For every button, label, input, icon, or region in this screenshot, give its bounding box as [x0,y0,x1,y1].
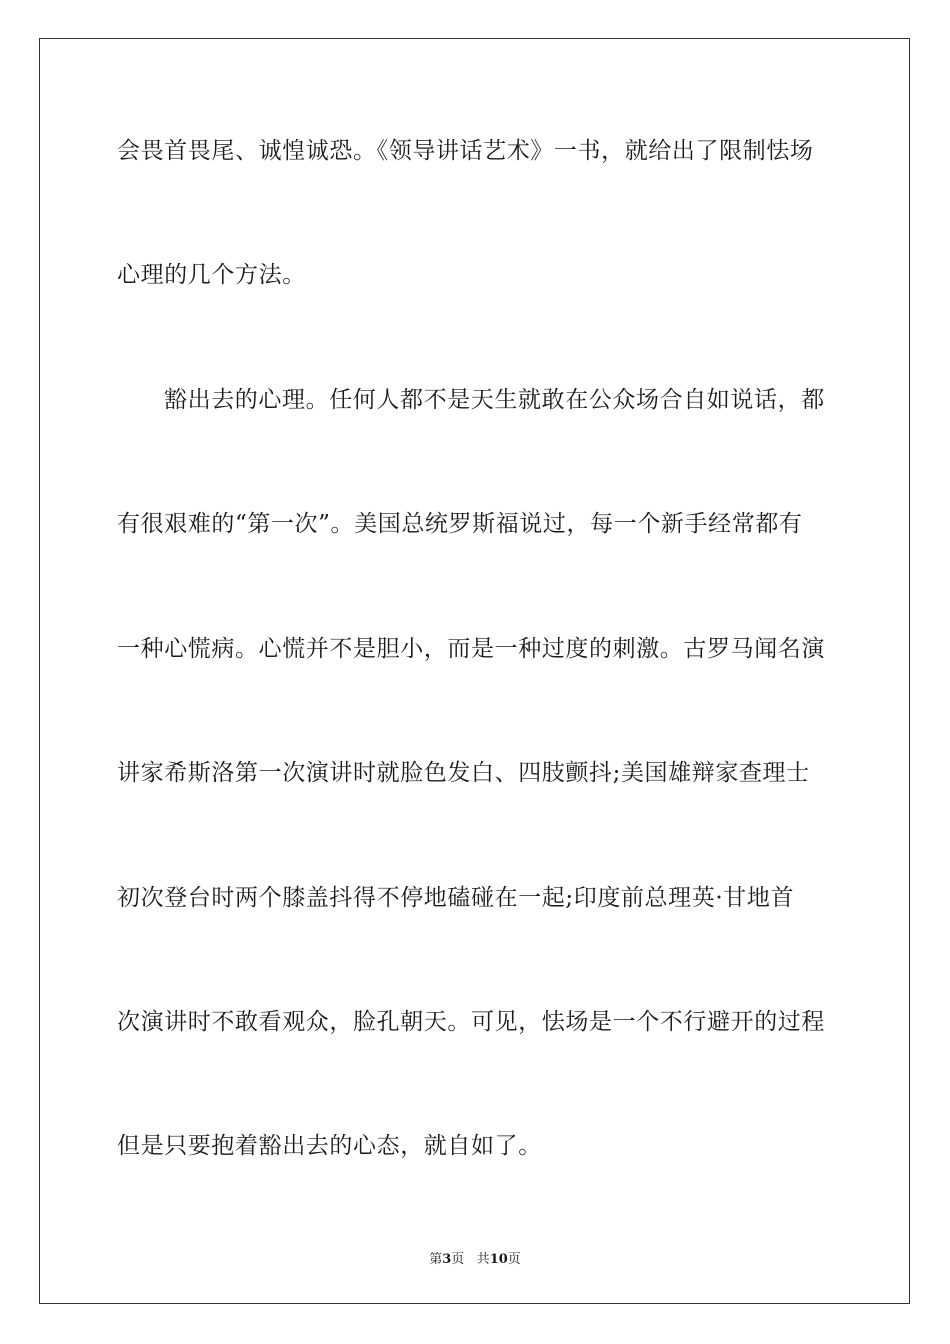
body-text-line: 初次登台时两个膝盖抖得不停地磕碰在一起;印度前总理英·甘地首 [117,885,795,911]
footer-page-prefix: 第 [429,1252,443,1267]
body-text-line: 心理的几个方法。 [117,262,306,288]
footer-total-prefix: 共 [476,1252,490,1267]
paragraph-start-line: 豁出去的心理。任何人都不是天生就敢在公众场合自如说话，都 [164,387,825,413]
body-text-line: 一种心慌病。心慌并不是胆小，而是一种过度的刺激。古罗马闻名演 [117,636,825,662]
body-text-line: 有很艰难的“第一次”。美国总统罗斯福说过，每一个新手经常都有 [117,511,803,537]
body-text-line: 讲家希斯洛第一次演讲时就脸色发白、四肢颤抖;美国雄辩家查理士 [117,760,810,786]
footer-page-number: 3 [442,1252,452,1267]
footer-page-suffix: 页 [451,1252,465,1267]
body-text-line: 次演讲时不敢看观众，脸孔朝天。可见，怯场是一个不行避开的过程 [117,1009,825,1035]
footer-total-suffix: 页 [507,1252,521,1267]
page-border [39,38,910,1304]
page-footer [0,1248,950,1267]
body-text-line: 但是只要抱着豁出去的心态，就自如了。 [117,1133,542,1159]
footer-total-pages: 10 [489,1252,508,1267]
body-text-line: 会畏首畏尾、诚惶诚恐。《领导讲话艺术》一书，就给出了限制怯场 [117,138,814,164]
